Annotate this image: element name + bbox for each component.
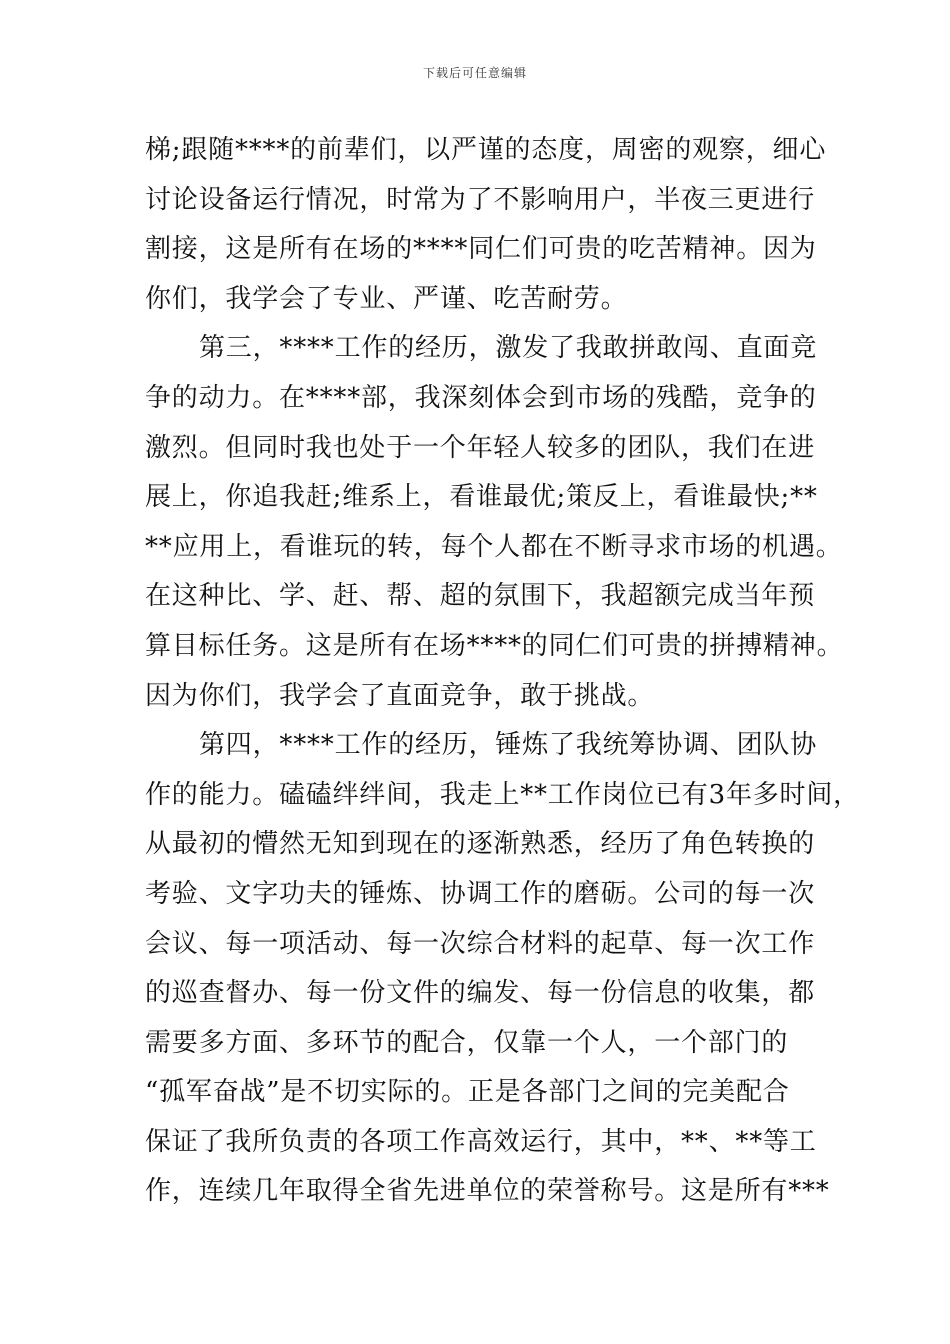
text-line: 算目标任务。这是所有在场****的同仁们可贵的拼搏精神。: [145, 630, 844, 661]
text-line: “孤军奋战”是不切实际的。正是各部门之间的完美配合: [145, 1077, 790, 1108]
text-line: 考验、文字功夫的锤炼、协调工作的磨砺。公司的每一次: [145, 878, 816, 909]
text-line: 需要多方面、多环节的配合，仅靠一个人，一个部门的: [145, 1027, 789, 1058]
text-line: 争的动力。在****部，我深刻体会到市场的残酷，竞争的: [145, 382, 817, 413]
paragraph-first-line: 第四，****工作的经历，锤炼了我统筹协调、团队协: [199, 730, 818, 761]
text-line: 作的能力。磕磕绊绊间，我走上**工作岗位已有3年多时间，: [145, 779, 860, 810]
text-line: 讨论设备运行情况，时常为了不影响用户，半夜三更进行: [145, 184, 816, 215]
text-line: 展上，你追我赶;维系上，看谁最优;策反上，看谁最快;**: [145, 482, 818, 513]
text-line: 的巡查督办、每一份文件的编发、每一份信息的收集，都: [145, 978, 816, 1009]
text-line: 割接，这是所有在场的****同仁们可贵的吃苦精神。因为: [145, 234, 817, 265]
text-line: **应用上，看谁玩的转，每个人都在不断寻求市场的机遇。: [145, 531, 843, 562]
text-line: 从最初的懵然无知到现在的逐渐熟悉，经历了角色转换的: [145, 829, 816, 860]
text-line: 作，连续几年取得全省先进单位的荣誉称号。这是所有***: [145, 1176, 830, 1207]
text-line: 你们，我学会了专业、严谨、吃苦耐劳。: [145, 283, 628, 314]
text-line: 保证了我所负责的各项工作高效运行，其中，**、**等工: [145, 1126, 817, 1157]
text-line: 激烈。但同时我也处于一个年轻人较多的团队，我们在进: [145, 432, 816, 463]
page-header: 下载后可任意编辑: [422, 66, 527, 80]
text-line: 梯;跟随****的前辈们，以严谨的态度，周密的观察，细心: [145, 135, 827, 165]
paragraph-first-line: 第三，****工作的经历，激发了我敢拼敢闯、直面竞: [199, 333, 818, 364]
text-line: 会议、每一项活动、每一次综合材料的起草、每一次工作: [145, 928, 816, 959]
text-line: 因为你们，我学会了直面竞争，敢于挑战。: [145, 680, 655, 711]
body-text: [145, 126, 860, 1217]
text-line: 在这种比、学、赶、帮、超的氛围下，我超额完成当年预: [145, 581, 816, 612]
